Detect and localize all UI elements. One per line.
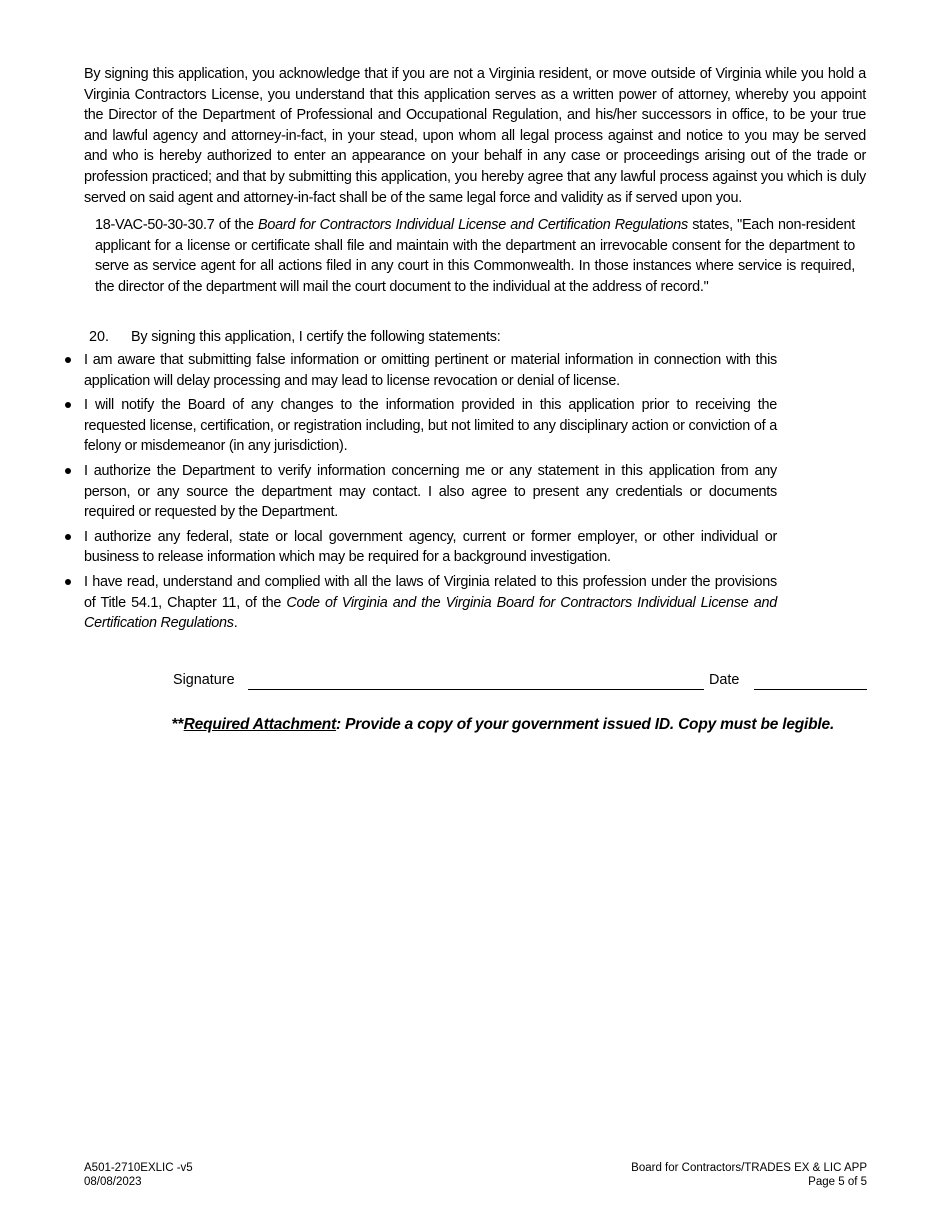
board-name: Board for Contractors/TRADES EX & LIC APP bbox=[631, 1162, 867, 1174]
page-number: Page 5 of 5 bbox=[808, 1176, 867, 1188]
statement-text: I authorize the Department to verify information concerning me or any statement in this application from any person, or any source the department may contact. I also agree to present any credentials or documents required or requested by the Department. bbox=[84, 462, 777, 521]
regulation-title: Board for Contractors Individual License and Certification Regulations bbox=[257, 217, 688, 233]
required-prefix: ** bbox=[172, 716, 184, 733]
bullet-icon bbox=[65, 534, 71, 540]
list-item bbox=[84, 395, 777, 457]
bullet-icon bbox=[65, 357, 71, 363]
list-item bbox=[84, 350, 777, 391]
statement-end: . bbox=[233, 615, 238, 632]
signature-field[interactable] bbox=[248, 689, 704, 690]
list-item bbox=[84, 527, 777, 568]
required-attachment-note bbox=[172, 715, 834, 736]
power-of-attorney-paragraph: By signing this application, you acknowledge that if you are not a Virginia resident, or move outside of Virginia while you hold a Virginia Contractors License, you understand that this application serves as a written power of attorney, whereby you appoint the Director of the Department of Professional and Occupational Regulation, and his/her successors in office, to be your true and lawful agency and attorney-in-fact, in your stead, upon whom all legal process against and notice to you may be served and who is hereby authorized to enter an appearance on your behalf in any case or proceedings arising out of the trade or profession practiced; and that by submitting this application, you hereby agree that any lawful process against you which is duly served on said agent and attorney-in-fact shall be of the same legal force and validity as if served upon you. bbox=[84, 66, 866, 206]
form-id: A501-2710EXLIC -v5 bbox=[84, 1162, 193, 1174]
date-label: Date bbox=[709, 672, 740, 688]
footer-left bbox=[84, 1161, 193, 1189]
regulation-citation: 18-VAC-50-30-30.7 of the bbox=[95, 217, 258, 233]
item-intro: By signing this application, I certify the following statements: bbox=[131, 329, 501, 345]
list-item bbox=[84, 572, 777, 634]
footer-right bbox=[631, 1161, 867, 1189]
bullet-icon bbox=[65, 579, 71, 585]
statement-code-title: Code of Virginia and the Virginia Board for Contractors Individual License and Certification Regulations bbox=[84, 594, 777, 632]
date-field[interactable] bbox=[754, 689, 867, 690]
required-label: Required Attachment bbox=[183, 716, 337, 733]
required-text: Provide a copy of your government issued ID. Copy must be legible. bbox=[345, 716, 835, 733]
statement-text: I will notify the Board of any changes to the information provided in this application prior to receiving the requested license, certification, or registration including, but not limited to any disciplinary action or conviction of a felony or misdemeanor (in any jurisdiction). bbox=[84, 397, 777, 455]
bullet-icon bbox=[65, 468, 71, 474]
required-separator: : bbox=[336, 716, 346, 733]
bullet-icon bbox=[65, 402, 71, 408]
statement-text: I am aware that submitting false information or omitting pertinent or material information in connection with this application will delay processing and may lead to license revocation or denial of license. bbox=[84, 352, 777, 389]
form-date: 08/08/2023 bbox=[84, 1176, 142, 1188]
list-item bbox=[84, 461, 777, 523]
certification-statements bbox=[84, 350, 777, 638]
regulation-paragraph bbox=[95, 215, 855, 297]
signature-label: Signature bbox=[173, 672, 235, 688]
statement-text: I authorize any federal, state or local government agency, current or former employer, or other individual or business to release information which may be required for a background investigation. bbox=[84, 528, 777, 566]
statement-text: I have read, understand and complied with all the laws of Virginia related to this profession under the provisions of Title 54.1, Chapter 11, of the bbox=[84, 573, 777, 611]
regulation-text: states, "Each non-resident applicant for a license or certificate shall file and maintain with the department an irrevocable consent for the department to serve as service agent for all actions filed in any court in this Commonwealth. In those instances where service is required, the director of the department will mail the court document to the individual at the address of record." bbox=[95, 217, 856, 295]
item-number: 20. bbox=[89, 329, 110, 345]
signature-row bbox=[173, 668, 867, 692]
